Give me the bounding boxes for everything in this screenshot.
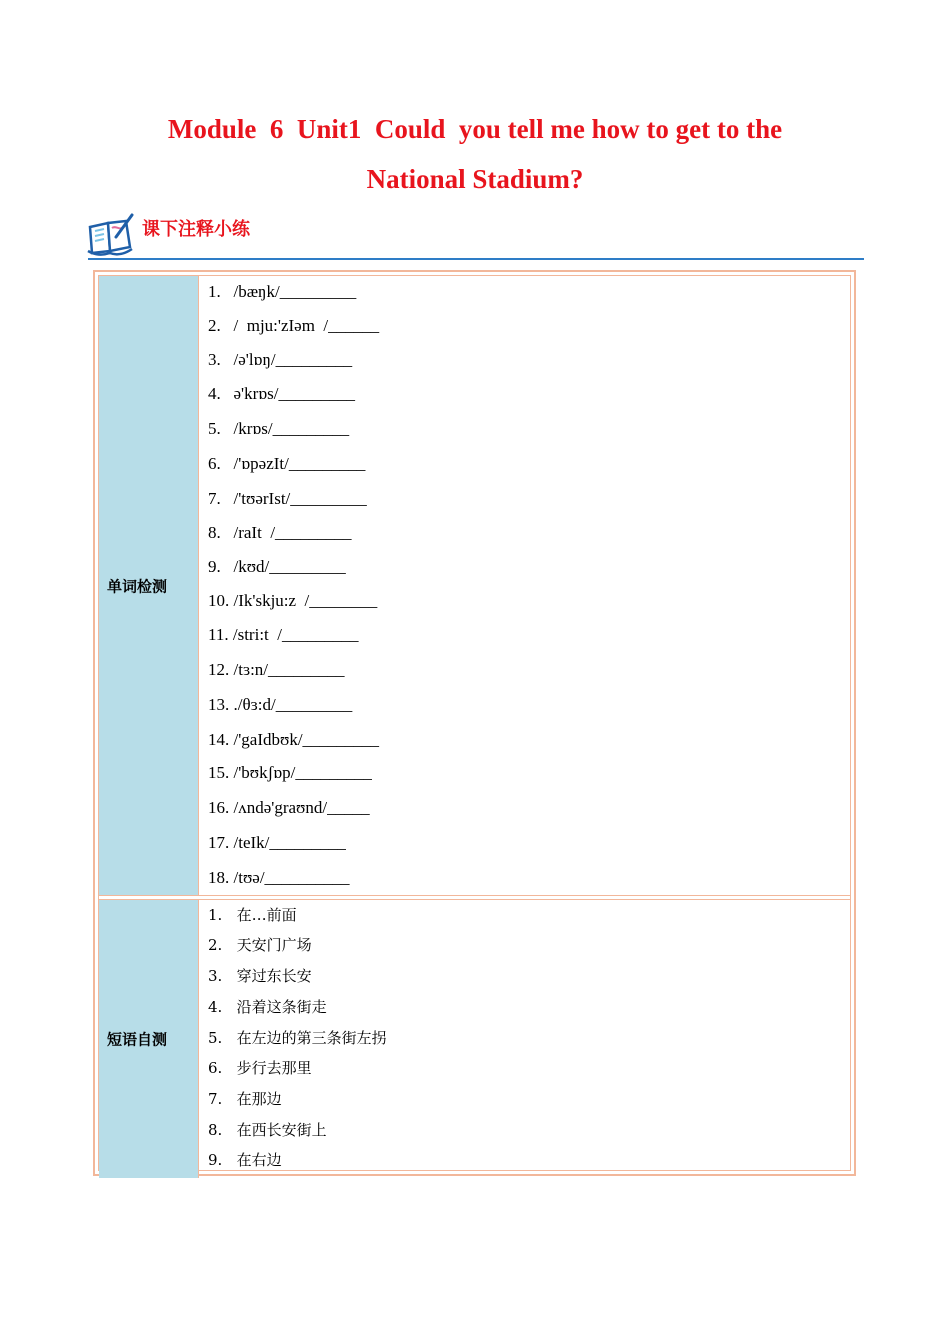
phrase-item: 6. 步行去那里	[208, 1059, 312, 1077]
phrase-item: 7. 在那边	[208, 1090, 282, 1108]
words-row	[99, 276, 850, 896]
section-divider	[88, 258, 864, 260]
words-label: 单词检测	[107, 577, 168, 596]
word-item: 18. /tʊə/__________	[208, 868, 350, 887]
word-item: 9. /kʊd/_________	[208, 557, 346, 576]
words-label-cell	[99, 276, 199, 896]
word-item: 5. /krɒs/_________	[208, 419, 350, 438]
phrase-item: 4. 沿着这条街走	[208, 998, 327, 1016]
word-item: 14. /'gaIdbʊk/_________	[208, 730, 380, 749]
phrase-item: 8. 在西长安街上	[208, 1121, 327, 1139]
word-item: 4. ə'krɒs/_________	[208, 384, 355, 403]
phrase-item: 2. 天安门广场	[208, 936, 312, 954]
page-title-line-1: Module 6 Unit1 Could you tell me how to get to the	[167, 114, 783, 144]
phrases-label: 短语自测	[107, 1030, 168, 1049]
word-item: 15. /'bʊkʃɒp/_________	[208, 763, 372, 782]
word-item: 2. / mju:'zIəm /______	[208, 316, 380, 335]
phrases-label-cell	[99, 900, 199, 1178]
section-label: 课下注释小练	[142, 219, 250, 240]
word-item: 10. /Ik'skju:z /________	[208, 591, 378, 610]
phrase-item: 3. 穿过东长安	[208, 967, 312, 985]
word-item: 13. ./θɜ:d/_________	[208, 695, 353, 714]
phrase-item: 5. 在左边的第三条街左拐	[208, 1029, 387, 1047]
word-item: 6. /'ɒpəzIt/_________	[208, 454, 366, 473]
word-item: 17. /teIk/_________	[208, 833, 346, 852]
word-item: 12. /tɜ:n/_________	[208, 660, 345, 679]
word-item: 1. /bæŋk/_________	[208, 282, 357, 301]
words-list	[208, 276, 850, 896]
word-item: 16. /ʌndə'graʊnd/_____	[208, 798, 370, 817]
book-icon	[86, 213, 134, 257]
phrases-list	[208, 900, 850, 1178]
word-item: 11. /stri:t /_________	[208, 625, 359, 644]
page-title-line-2: National Stadium?	[366, 164, 584, 194]
exercise-table	[93, 270, 856, 1176]
phrase-item: 9. 在右边	[208, 1151, 282, 1169]
section-header	[86, 209, 866, 257]
word-item: 8. /raIt /_________	[208, 523, 352, 542]
phrase-item: 1. 在…前面	[208, 906, 297, 924]
word-item: 3. /ə'lɒŋ/_________	[208, 350, 353, 369]
phrases-row	[99, 900, 850, 1178]
word-item: 7. /'tʊərIst/_________	[208, 489, 367, 508]
